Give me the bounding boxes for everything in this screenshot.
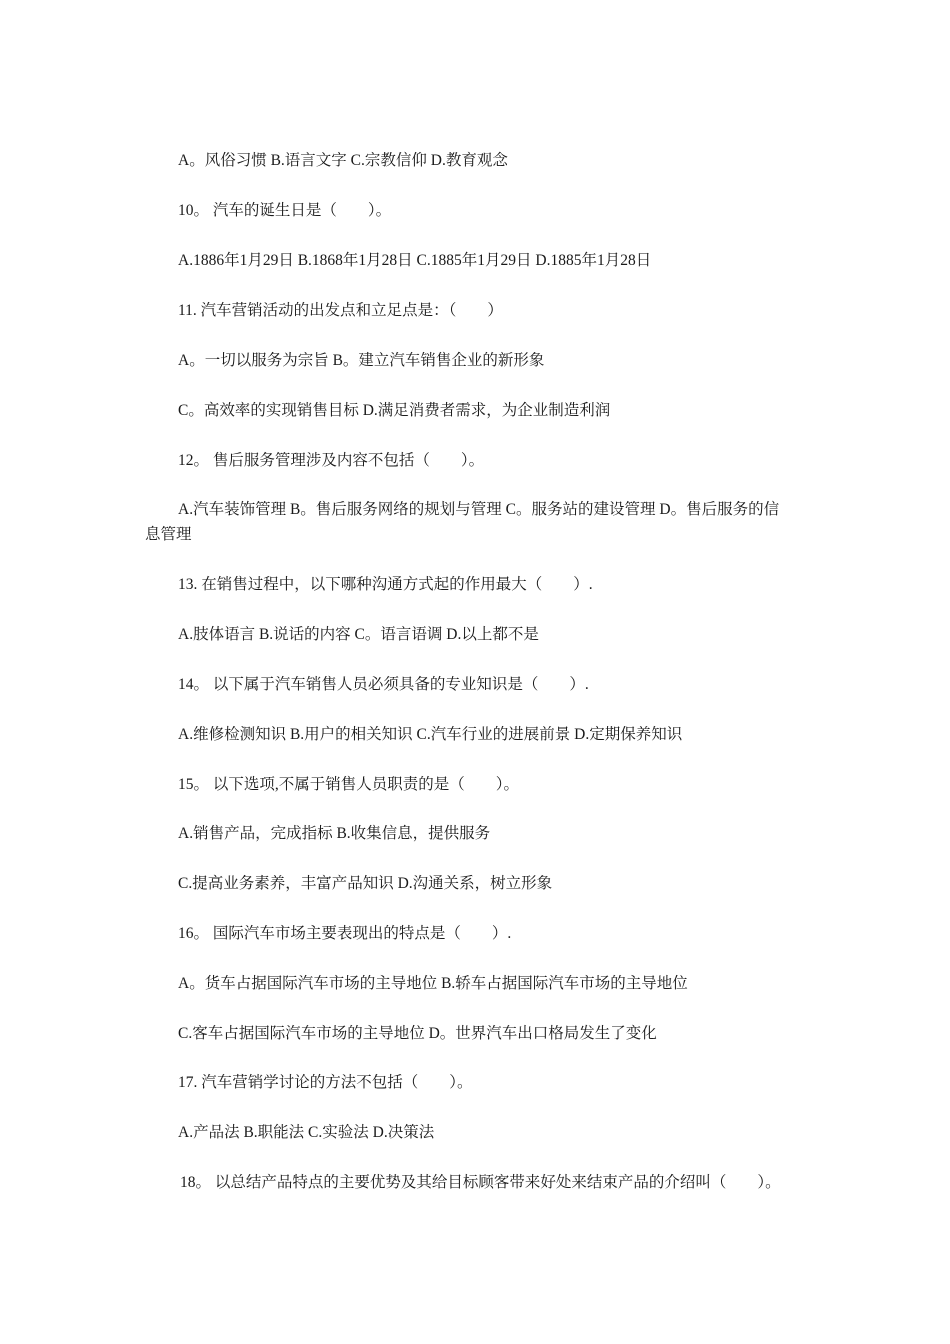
question-13: 13. 在销售过程中，以下哪种沟通方式起的作用最大（ ）. (178, 576, 593, 593)
question-11: 11. 汽车营销活动的出发点和立足点是：（ ） (178, 302, 503, 319)
answer-options-q17: A.产品法 B.职能法 C.实验法 D.决策法 (178, 1124, 435, 1141)
question-16: 16。 国际汽车市场主要表现出的特点是（ ）. (178, 925, 512, 942)
answer-options-q16-ab: A。货车占据国际汽车市场的主导地位 B.轿车占据国际汽车市场的主导地位 (178, 975, 688, 992)
answer-options-q11-cd: C。高效率的实现销售目标 D.满足消费者需求，为企业制造利润 (178, 402, 611, 419)
question-12: 12。 售后服务管理涉及内容不包括（ ）。 (178, 452, 485, 469)
answer-options-q16-cd: C.客车占据国际汽车市场的主导地位 D。世界汽车出口格局发生了变化 (178, 1025, 657, 1042)
answer-options-q11-ab: A。一切以服务为宗旨 B。建立汽车销售企业的新形象 (178, 352, 545, 369)
question-18: 18。 以总结产品特点的主要优势及其给目标顾客带来好处来结束产品的介绍叫（ ）。 (180, 1174, 781, 1191)
question-14: 14。 以下属于汽车销售人员必须具备的专业知识是（ ）. (178, 676, 589, 693)
answer-options-q12: A.汽车装饰管理 B。售后服务网络的规划与管理 C。服务站的建设管理 D。售后服务的信息管理 (145, 501, 780, 543)
answer-options-q9: A。风俗习惯 B.语言文字 C.宗教信仰 D.教育观念 (178, 152, 508, 169)
question-17: 17. 汽车营销学讨论的方法不包括（ ）。 (178, 1074, 473, 1091)
question-15: 15。 以下选项,不属于销售人员职责的是（ ）。 (178, 776, 520, 793)
question-10: 10。 汽车的诞生日是（ ）。 (178, 202, 392, 219)
answer-options-q15-ab: A.销售产品，完成指标 B.收集信息，提供服务 (178, 825, 491, 842)
answer-options-q14: A.维修检测知识 B.用户的相关知识 C.汽车行业的进展前景 D.定期保养知识 (178, 726, 683, 743)
answer-options-q10: A.1886年1月29日 B.1868年1月28日 C.1885年1月29日 D.1885年1月28日 (178, 252, 652, 269)
answer-options-q15-cd: C.提高业务素养，丰富产品知识 D.沟通关系，树立形象 (178, 875, 553, 892)
answer-options-q13: A.肢体语言 B.说话的内容 C。语言语调 D.以上都不是 (178, 626, 539, 643)
